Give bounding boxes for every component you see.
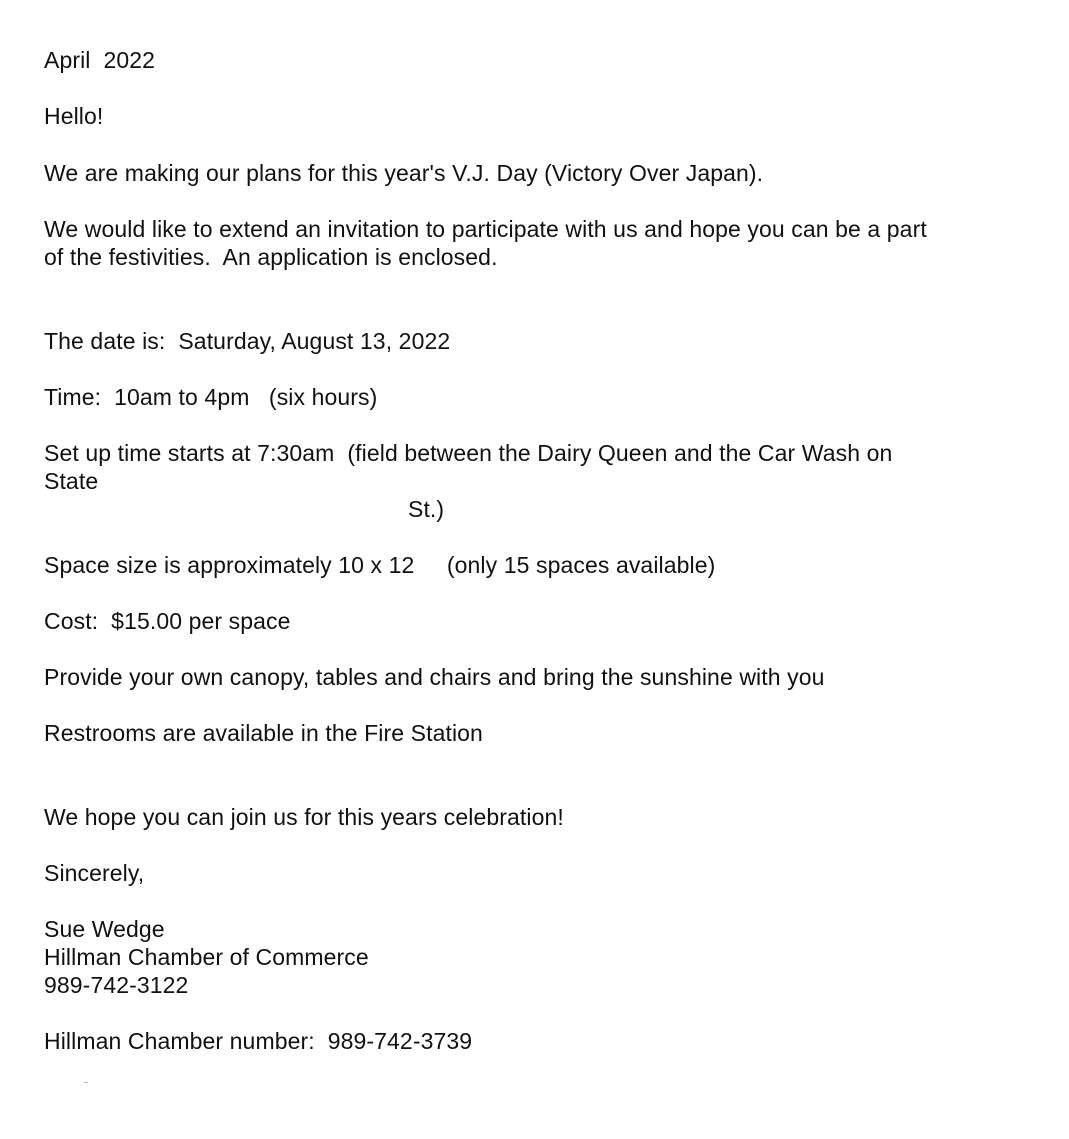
signer-organization: Hillman Chamber of Commerce xyxy=(44,944,369,970)
signer-name: Sue Wedge xyxy=(44,916,165,942)
space-size: Space size is approximately 10 x 12 (only 15 spaces available) xyxy=(44,552,716,578)
setup-time-line-1: Set up time starts at 7:30am (field between the Dairy Queen and the Car Wash on xyxy=(44,440,893,466)
setup-time-line-3: St.) xyxy=(408,496,445,522)
letter-date: April 2022 xyxy=(44,47,156,73)
invitation-line-2: of the festivities. An application is enclosed. xyxy=(44,244,498,270)
intro-paragraph: We are making our plans for this year's V.J. Day (Victory Over Japan). xyxy=(44,160,764,186)
event-time: Time: 10am to 4pm (six hours) xyxy=(44,384,378,410)
closing-hope: We hope you can join us for this years celebration! xyxy=(44,804,564,830)
sign-off: Sincerely, xyxy=(44,860,145,886)
cost: Cost: $15.00 per space xyxy=(44,608,291,634)
invitation-line-1: We would like to extend an invitation to participate with us and hope you can be a part xyxy=(44,216,927,242)
event-date: The date is: Saturday, August 13, 2022 xyxy=(44,328,451,354)
provide-equipment: Provide your own canopy, tables and chairs and bring the sunshine with you xyxy=(44,664,825,690)
scan-artifact xyxy=(84,1082,88,1083)
greeting: Hello! xyxy=(44,103,104,129)
chamber-number: Hillman Chamber number: 989-742-3739 xyxy=(44,1028,473,1054)
signer-phone: 989-742-3122 xyxy=(44,972,189,998)
restrooms: Restrooms are available in the Fire Station xyxy=(44,720,483,746)
setup-time-line-2: State xyxy=(44,468,99,494)
